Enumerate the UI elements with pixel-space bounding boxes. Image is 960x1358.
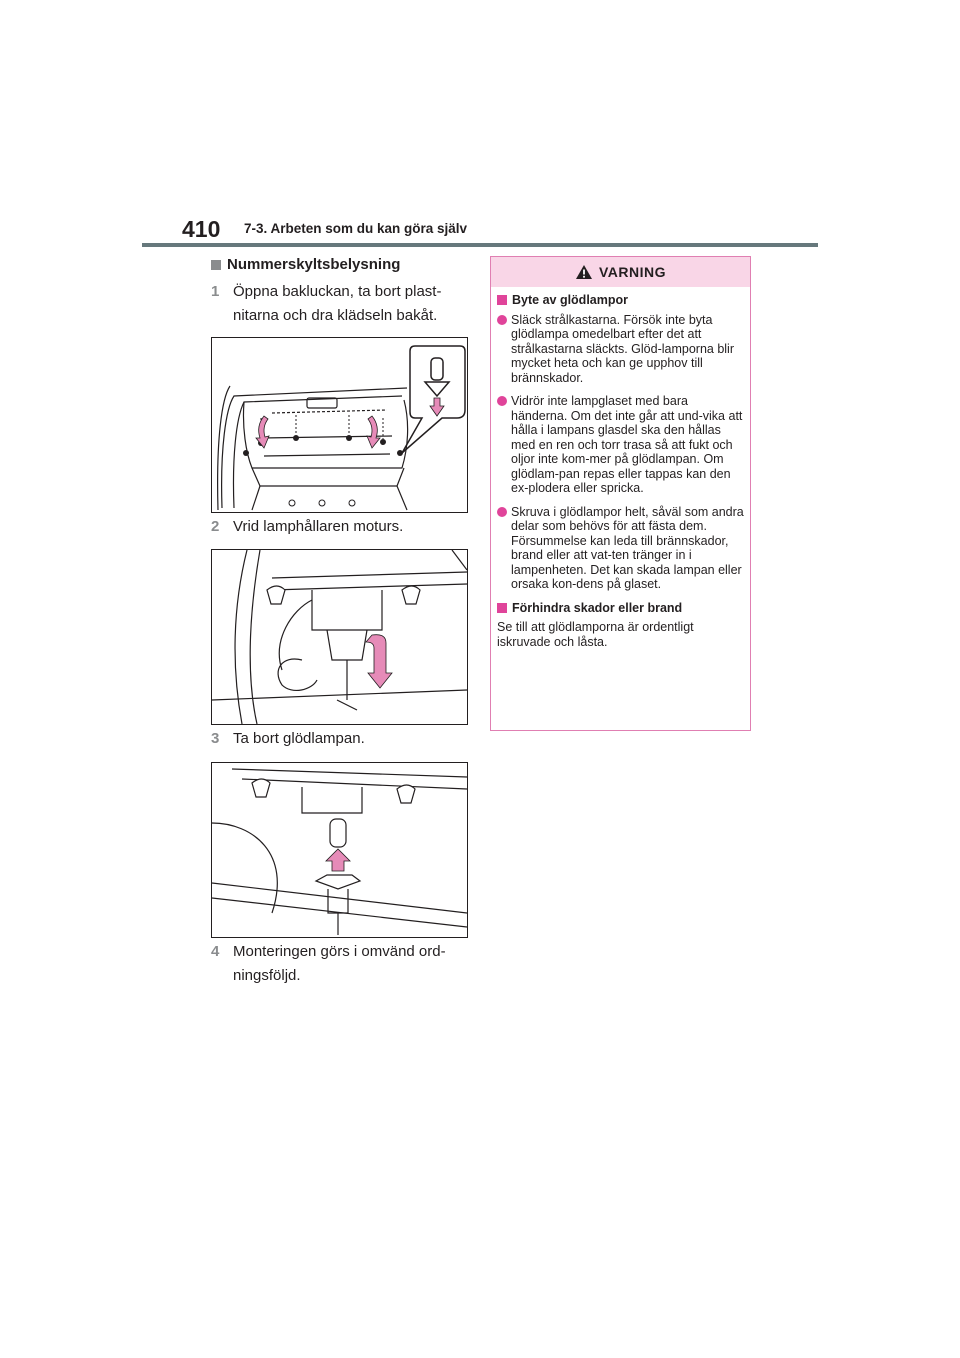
square-bullet-icon <box>211 260 221 270</box>
warning-header <box>491 257 750 287</box>
warning-item <box>497 505 744 592</box>
chapter-title: 7-3. Arbeten som du kan göra själv <box>244 221 468 236</box>
trunk-trim-illustration <box>211 337 468 513</box>
lamp-holder-turn-illustration <box>211 549 468 725</box>
bulb-removal-illustration <box>211 762 468 938</box>
instruction-column <box>211 256 471 274</box>
step-text: Ta bort glödlampan. <box>233 730 365 747</box>
warning-subheading-text: Byte av glödlampor <box>512 293 628 307</box>
square-bullet-icon <box>497 603 507 613</box>
warning-item <box>497 313 744 386</box>
step-text: Vrid lamphållaren moturs. <box>233 518 404 535</box>
step-number: 1 <box>211 283 220 300</box>
round-bullet-icon <box>497 315 507 325</box>
warning-item-text: Skruva i glödlampor helt, såväl som andra delar som behövs för att fästa dem. Försummelse kan leda till brännskador, brand eller att vat-ten tränger in i lampenheten. Det kan skada lampan eller orsaka kon-dens på glaset. <box>511 504 744 591</box>
header-rule <box>142 243 818 247</box>
step-1 <box>211 280 471 330</box>
warning-box <box>490 256 751 731</box>
warning-item <box>497 394 744 496</box>
trunk-trim-drawing <box>212 338 467 512</box>
step-number: 4 <box>211 943 220 960</box>
step-number: 2 <box>211 518 220 535</box>
warning-item-text: Släck strålkastarna. Försök inte byta glödlampa omedelbart efter det att strålkastarna släckts. Glöd-lamporna blir mycket heta och kan ge upphov till brännskador. <box>511 312 734 385</box>
section-heading-text: Nummerskyltsbelysning <box>227 256 401 273</box>
warning-triangle-icon <box>575 264 593 280</box>
step-text: Monteringen görs i omvänd ord-ningsföljd. <box>233 943 446 984</box>
section-heading <box>211 256 471 274</box>
warning-paragraph: Se till att glödlamporna är ordentligt iskruvade och låsta. <box>497 620 694 649</box>
step-2 <box>211 515 471 541</box>
warning-subheading <box>497 293 744 308</box>
warning-subheading-text: Förhindra skador eller brand <box>512 600 683 615</box>
step-number: 3 <box>211 730 220 747</box>
warning-subheading <box>497 601 744 616</box>
warning-title: VARNING <box>598 264 667 280</box>
round-bullet-icon <box>497 396 507 406</box>
page-number: 410 <box>182 216 221 242</box>
round-bullet-icon <box>497 507 507 517</box>
step-3 <box>211 727 471 753</box>
warning-item-text: Vidrör inte lampglaset med bara händerna. Om det inte går att und-vika att hålla i lampans glasdel ska den hållas med en ren och torr trasa så att fukt och oljor inte kom-mer på glödlampan. Om glödlam-pan repas eller tappas kan den ex-plodera eller spricka. <box>511 394 743 495</box>
lamp-holder-drawing <box>212 550 467 724</box>
step-text: Öppna bakluckan, ta bort plast-nitarna och dra klädseln bakåt. <box>233 283 442 324</box>
square-bullet-icon <box>497 295 507 305</box>
bulb-removal-drawing <box>212 763 467 937</box>
step-4 <box>211 940 471 990</box>
